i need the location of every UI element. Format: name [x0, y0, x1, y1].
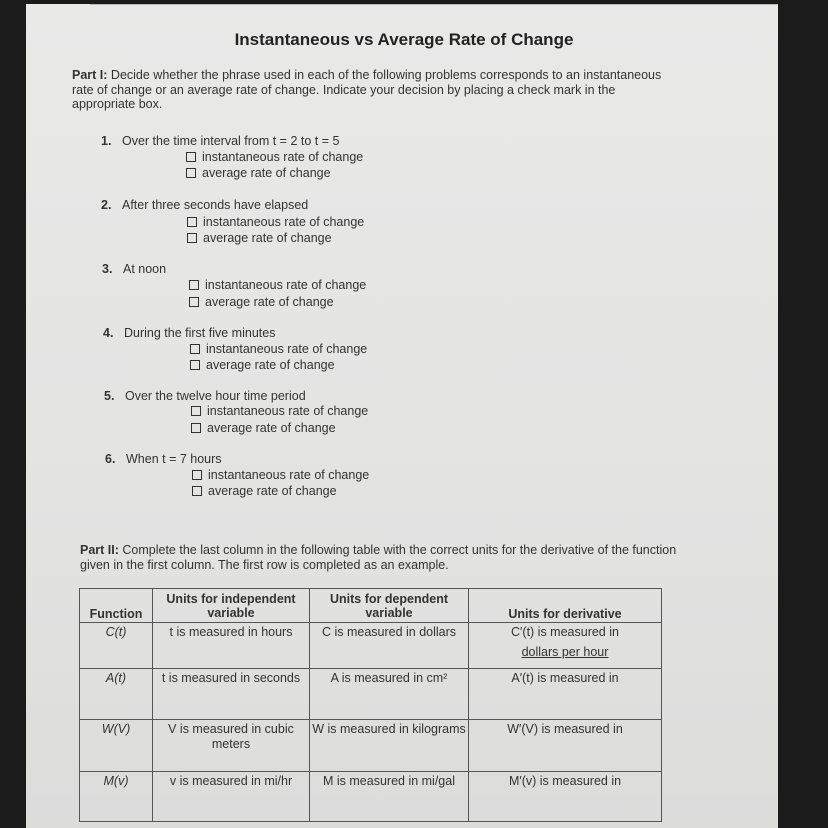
- checkbox[interactable]: [190, 344, 200, 354]
- question-number: 2.: [101, 198, 112, 212]
- option-label: instantaneous rate of change: [208, 468, 370, 482]
- checkbox[interactable]: [186, 152, 196, 162]
- part2-instructions: [80, 543, 680, 572]
- independent-cell: t is measured in hours: [153, 623, 310, 669]
- question-text: Over the twelve hour time period: [125, 389, 306, 403]
- derivative-cell: [469, 623, 662, 669]
- header-dependent: Units for dependent variable: [310, 589, 469, 623]
- q2-average-option[interactable]: [187, 231, 332, 245]
- option-label: average rate of change: [207, 421, 336, 435]
- option-label: instantaneous rate of change: [202, 150, 364, 164]
- header-derivative: Units for derivative: [469, 589, 662, 623]
- table-header-row: [80, 589, 662, 623]
- q5-average-option[interactable]: [191, 421, 336, 435]
- option-label: average rate of change: [202, 166, 331, 180]
- q4-average-option[interactable]: [190, 358, 335, 372]
- question-text: Over the time interval from t = 2 to t = 5: [122, 134, 340, 148]
- question-text: During the first five minutes: [124, 326, 276, 340]
- question-3: [102, 262, 166, 276]
- option-label: instantaneous rate of change: [203, 215, 365, 229]
- q2-instant-option[interactable]: [187, 215, 364, 229]
- page-title: Instantaneous vs Average Rate of Change: [234, 30, 574, 49]
- derivative-cell[interactable]: [469, 720, 662, 772]
- header-function: Function: [80, 589, 153, 623]
- table-row: [80, 669, 662, 720]
- checkbox[interactable]: [192, 470, 202, 480]
- checkbox[interactable]: [189, 297, 199, 307]
- dependent-cell: A is measured in cm²: [310, 669, 469, 720]
- question-1: [101, 134, 339, 148]
- dependent-cell: C is measured in dollars: [310, 623, 469, 669]
- function-cell: W(V): [80, 720, 153, 772]
- q3-instant-option[interactable]: [189, 278, 366, 292]
- part2-text: Complete the last column in the following table with the correct units for the derivative of the function given in the first column. The first row is completed as an example.: [80, 543, 677, 572]
- independent-cell: V is measured in cubic meters: [153, 720, 310, 772]
- derivative-text: C′(t) is measured in: [511, 625, 619, 639]
- q6-average-option[interactable]: [192, 484, 337, 498]
- units-table: [79, 588, 662, 822]
- checkbox[interactable]: [190, 360, 200, 370]
- derivative-cell[interactable]: [469, 772, 662, 822]
- checkbox[interactable]: [189, 280, 199, 290]
- checkbox[interactable]: [187, 217, 197, 227]
- derivative-text: M′(v) is measured in: [508, 774, 622, 788]
- function-cell: C(t): [80, 623, 153, 669]
- question-number: 4.: [103, 326, 114, 340]
- question-number: 5.: [104, 389, 115, 403]
- page-top-edge: [90, 4, 778, 5]
- function-cell: M(v): [80, 772, 153, 822]
- function-cell: A(t): [80, 669, 153, 720]
- question-4: [103, 326, 275, 340]
- q1-instant-option[interactable]: [186, 150, 363, 164]
- table-row: [80, 720, 662, 772]
- part1-text: Decide whether the phrase used in each of the following problems corresponds to an instantaneous rate of change or an average rate of change. Indicate your decision by placing a check mark in the appropriate box.: [72, 68, 662, 111]
- derivative-text: A′(t) is measured in: [511, 671, 619, 685]
- q5-instant-option[interactable]: [191, 404, 368, 418]
- q6-instant-option[interactable]: [192, 468, 369, 482]
- derivative-answer: dollars per hour: [521, 645, 609, 659]
- question-number: 6.: [105, 452, 116, 466]
- derivative-cell[interactable]: [469, 669, 662, 720]
- question-2: [101, 198, 308, 212]
- q4-instant-option[interactable]: [190, 342, 367, 356]
- derivative-text: W′(V) is measured in: [507, 722, 623, 736]
- question-text: At noon: [123, 262, 167, 276]
- checkbox[interactable]: [186, 168, 196, 178]
- option-label: instantaneous rate of change: [207, 404, 369, 418]
- part2-label: Part II:: [80, 543, 119, 557]
- option-label: average rate of change: [208, 484, 337, 498]
- q3-average-option[interactable]: [189, 295, 334, 309]
- option-label: average rate of change: [203, 231, 332, 245]
- option-label: average rate of change: [205, 295, 334, 309]
- part1-instructions: [72, 68, 672, 112]
- part1-label: Part I:: [72, 68, 108, 82]
- question-number: 1.: [101, 134, 112, 148]
- question-number: 3.: [102, 262, 113, 276]
- dependent-cell: M is measured in mi/gal: [310, 772, 469, 822]
- table-row: [80, 772, 662, 822]
- option-label: instantaneous rate of change: [205, 278, 367, 292]
- question-6: [105, 452, 222, 466]
- q1-average-option[interactable]: [186, 166, 331, 180]
- checkbox[interactable]: [191, 423, 201, 433]
- checkbox[interactable]: [187, 233, 197, 243]
- checkbox[interactable]: [192, 486, 202, 496]
- checkbox[interactable]: [191, 406, 201, 416]
- question-text: When t = 7 hours: [126, 452, 222, 466]
- independent-cell: t is measured in seconds: [153, 669, 310, 720]
- question-text: After three seconds have elapsed: [122, 198, 309, 212]
- option-label: instantaneous rate of change: [206, 342, 368, 356]
- option-label: average rate of change: [206, 358, 335, 372]
- question-5: [104, 389, 306, 403]
- independent-cell: v is measured in mi/hr: [153, 772, 310, 822]
- header-independent: Units for independent variable: [153, 589, 310, 623]
- dependent-cell: W is measured in kilograms: [310, 720, 469, 772]
- table-row: [80, 623, 662, 669]
